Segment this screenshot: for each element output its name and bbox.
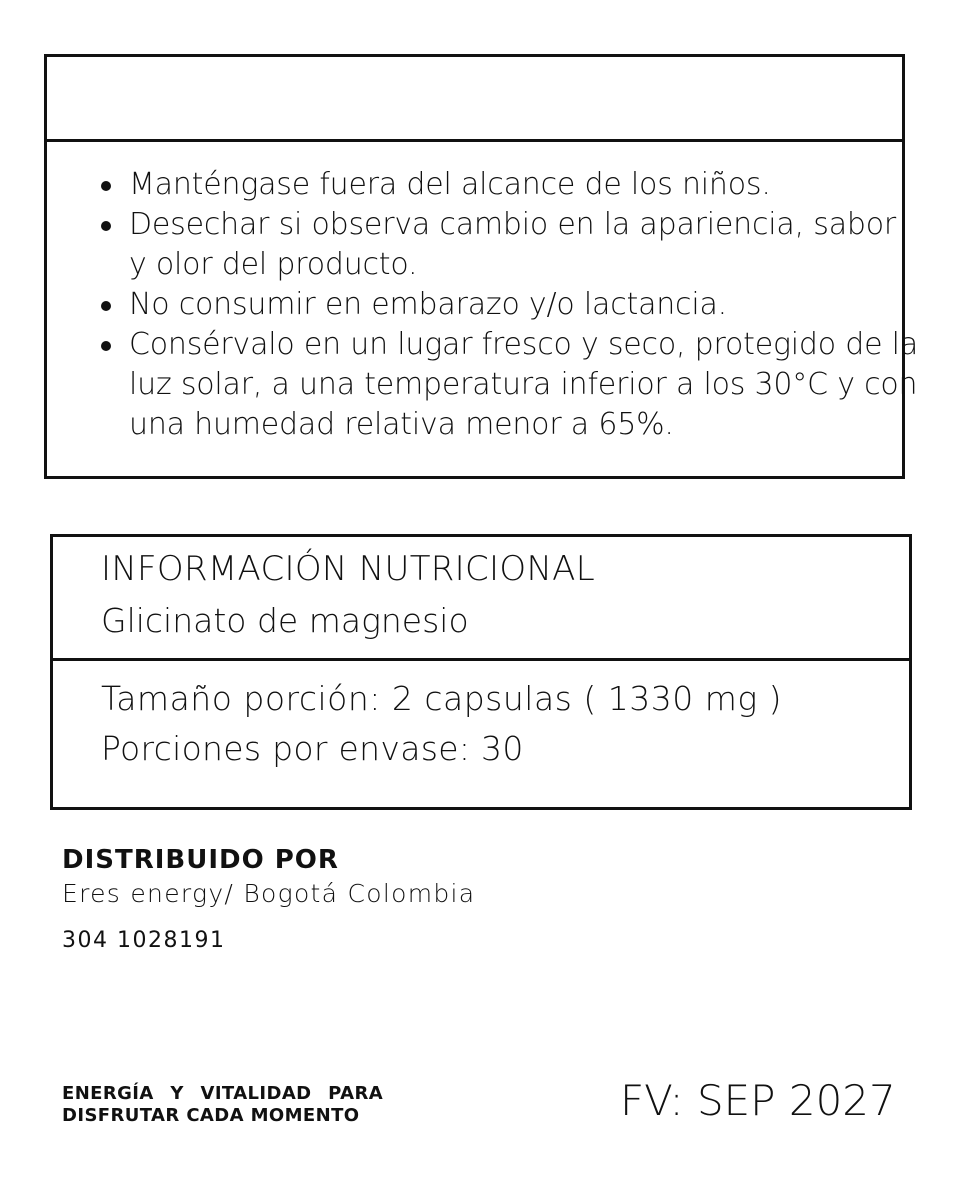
nutrition-header	[53, 537, 909, 661]
servings-per-container: Porciones por envase: 30	[101, 729, 524, 768]
tagline-line-1: ENERGÍA Y VITALIDAD PARA	[62, 1083, 384, 1104]
distributor-name: Eres energy/ Bogotá Colombia	[62, 879, 476, 908]
tagline	[62, 1083, 422, 1127]
tagline-line-2: DISFRUTAR CADA MOMENTO	[62, 1105, 360, 1126]
warning-item: Desechar si observa cambio en la apariencia, sabor y olor del producto.	[129, 205, 919, 285]
nutrition-title: INFORMACIÓN NUTRICIONAL	[101, 549, 595, 589]
warnings-list	[99, 165, 919, 445]
warnings-header	[47, 57, 902, 142]
serving-size: Tamaño porción: 2 capsulas ( 1330 mg )	[101, 679, 783, 718]
product-name: Glicinato de magnesio	[101, 601, 469, 640]
distributor-phone: 304 1028191	[62, 928, 226, 953]
expiry-date: FV: SEP 2027	[620, 1076, 896, 1125]
distributor-label: DISTRIBUIDO POR	[62, 845, 339, 875]
warning-item: Consérvalo en un lugar fresco y seco, protegido de la luz solar, a una temperatura inferior a los 30°C y con una humedad relativa menor a 65%.	[129, 325, 919, 445]
warnings-box	[44, 54, 918, 479]
warning-item: No consumir en embarazo y/o lactancia.	[129, 285, 919, 325]
nutrition-facts-box	[50, 534, 912, 810]
warning-item: Manténgase fuera del alcance de los niños.	[129, 165, 919, 205]
